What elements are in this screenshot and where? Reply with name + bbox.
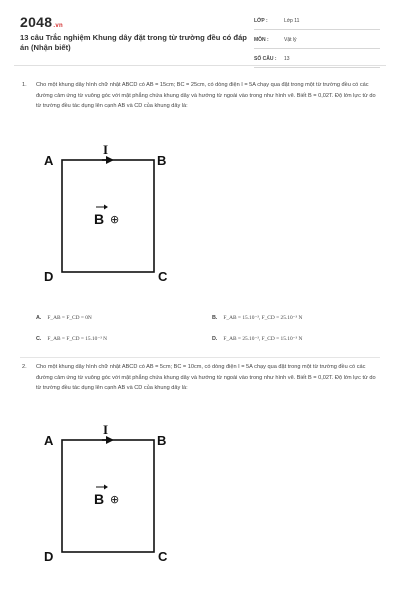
question-number: 2. bbox=[22, 364, 27, 370]
label-b: B bbox=[157, 433, 167, 448]
into-page-icon: ⊕ bbox=[110, 213, 120, 226]
meta-info bbox=[254, 15, 380, 72]
label-c: C bbox=[158, 269, 168, 284]
option-c[interactable]: C. F_AB = F_CD = 15.10⁻³ N bbox=[36, 336, 108, 342]
meta-key: MÔN : bbox=[254, 37, 269, 43]
label-c: C bbox=[158, 549, 168, 564]
question-number: 1. bbox=[22, 82, 27, 88]
meta-value: Vật lý bbox=[284, 37, 297, 43]
meta-row-subject bbox=[254, 34, 380, 49]
brand-suffix: .vn bbox=[53, 23, 63, 29]
option-d[interactable]: D. F_AB = 25.10⁻³, F_CD = 15.10⁻³ N bbox=[212, 336, 303, 342]
question-text: Cho một khung dây hình chữ nhật ABCD có AB = 5cm; BC = 10cm, có dòng điện I = 5A chạy qua đặt trong một từ trường đều có các đường cảm ứng từ vuông góc với mặt phẳng chứa khung dây và hướng từ ngoài vào trong như hình vẽ. Biết B = 0,02T. Độ lớn lực từ do từ trường đều tác dụng lên cạnh AB và CD của khung dây là: bbox=[36, 364, 376, 391]
coil-frame bbox=[62, 440, 154, 552]
coil-frame bbox=[62, 160, 154, 272]
header-divider bbox=[14, 65, 386, 66]
document-title: 13 câu Trắc nghiệm Khung dây đặt trong từ trường đều có đáp án (Nhận biết) bbox=[20, 33, 247, 52]
question-2 bbox=[22, 362, 382, 414]
meta-value: 13 bbox=[284, 56, 290, 62]
label-b: B bbox=[157, 153, 167, 168]
label-current: I bbox=[103, 425, 109, 437]
option-a[interactable]: A. F_AB = F_CD = 0N bbox=[36, 315, 92, 321]
option-b[interactable]: B. F_AB = 15.10⁻³, F_CD = 25.10⁻³ N bbox=[212, 315, 303, 321]
label-a: A bbox=[44, 433, 54, 448]
label-d: D bbox=[44, 549, 54, 564]
question-text: Cho một khung dây hình chữ nhật ABCD có AB = 15cm; BC = 25cm, có dòng điện I = 5A chạy qua đặt trong một từ trường đều có các đường cảm ứng từ vuông góc với mặt phẳng chứa khung dây và hướng từ ngoài vào trong như hình vẽ. Biết B = 0,02T. Độ lớn lực từ do từ trường đều tác dụng lên cạnh AB và CD của khung dây là: bbox=[36, 82, 376, 109]
current-arrow-icon bbox=[106, 436, 114, 444]
label-current: I bbox=[103, 145, 109, 157]
question-1-figure bbox=[40, 145, 170, 285]
current-arrow-icon bbox=[106, 156, 114, 164]
meta-key: SỐ CÂU : bbox=[254, 56, 277, 62]
into-page-icon: ⊕ bbox=[110, 493, 120, 506]
question-2-figure bbox=[40, 425, 170, 565]
question-1 bbox=[22, 80, 382, 132]
label-d: D bbox=[44, 269, 54, 284]
label-field: B bbox=[94, 211, 105, 227]
label-field: B bbox=[94, 491, 105, 507]
brand-logo[interactable]: 2048.vn bbox=[20, 14, 63, 30]
meta-key: LỚP : bbox=[254, 18, 268, 24]
label-a: A bbox=[44, 153, 54, 168]
meta-value: Lớp 11 bbox=[284, 18, 300, 24]
question-divider bbox=[20, 357, 380, 358]
meta-row-class bbox=[254, 15, 380, 30]
